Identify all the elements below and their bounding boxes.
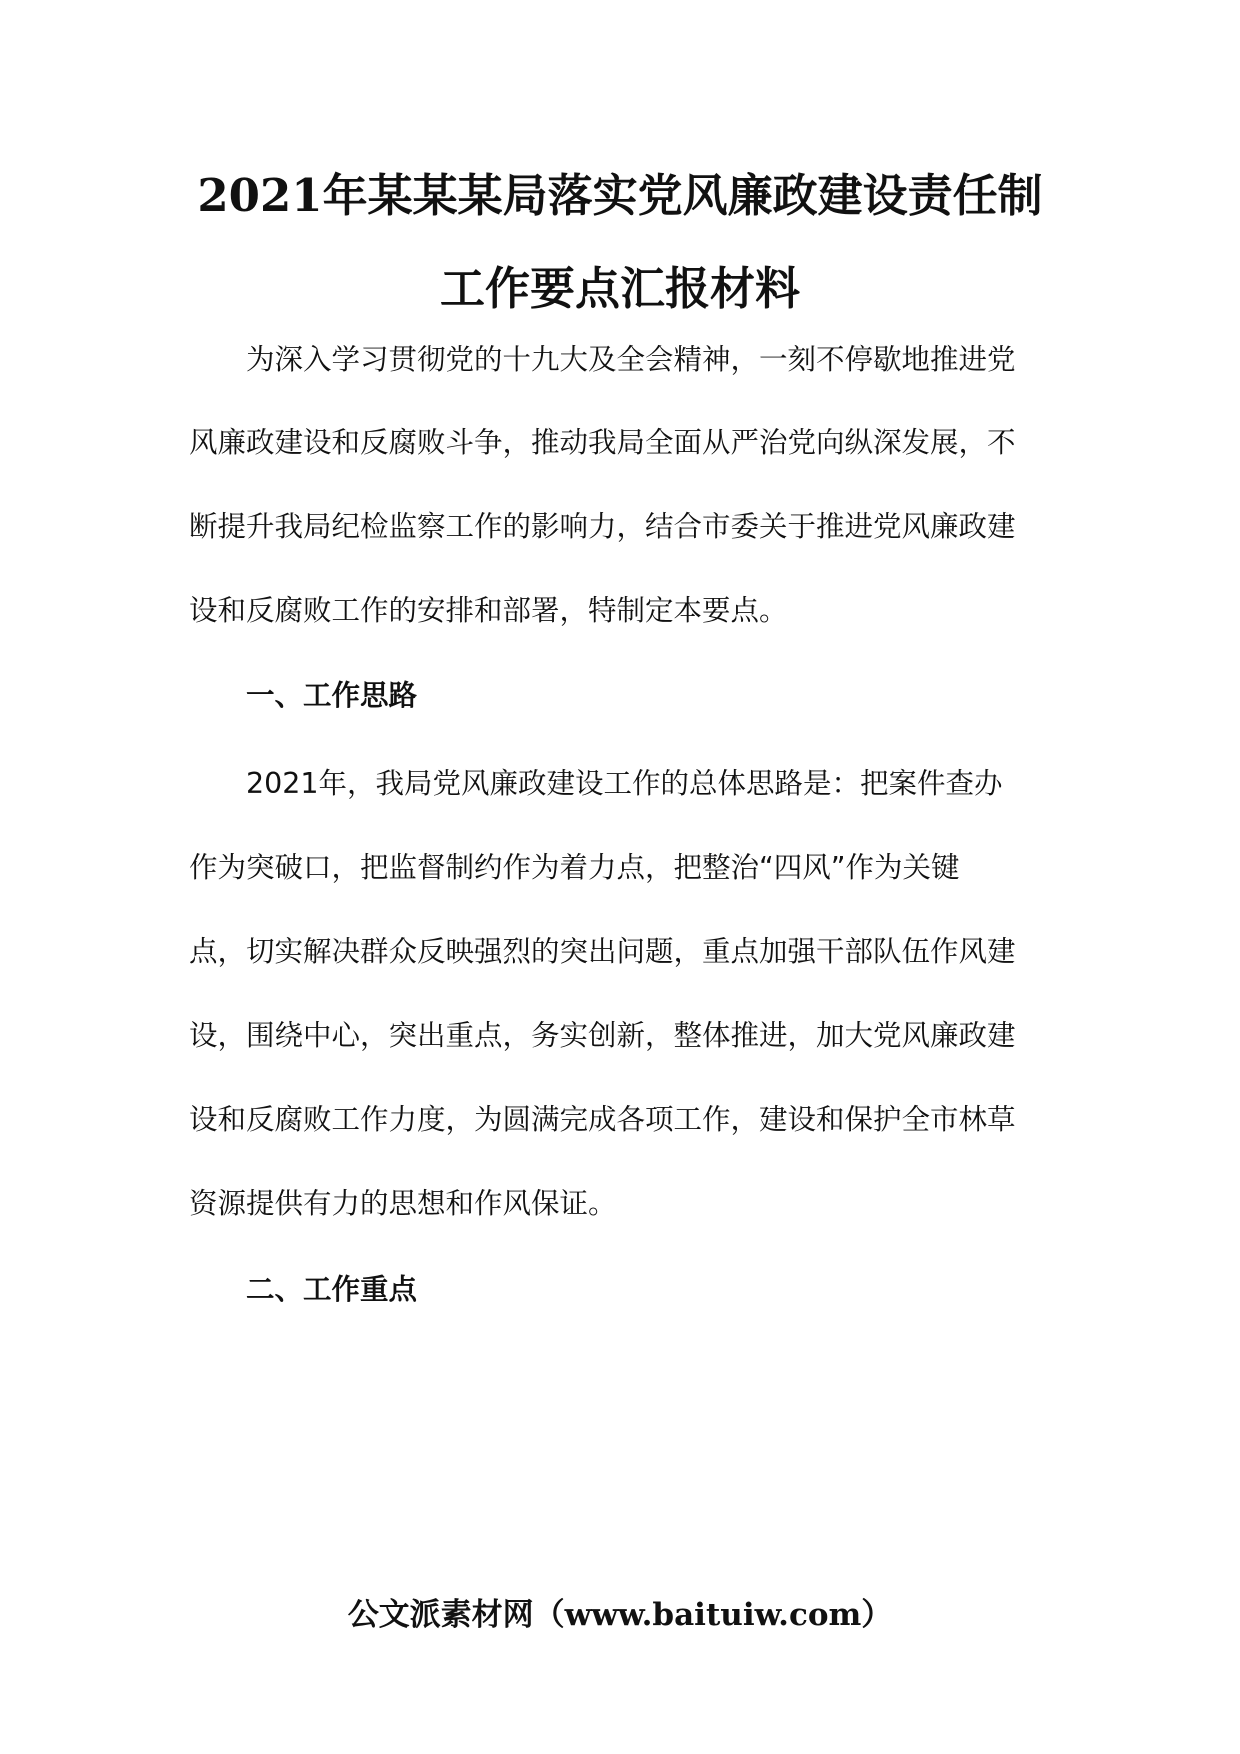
intro-line-1: 为深入学习贯彻党的十九大及全会精神，一刻不停歇地推进党 — [246, 343, 1016, 376]
section1-line-1: 2021年，我局党风廉政建设工作的总体思路是：把案件查办 — [246, 767, 1003, 800]
section1-line-3: 点，切实解决群众反映强烈的突出问题，重点加强干部队伍作风建 — [189, 935, 1016, 968]
section1-line-4: 设，围绕中心，突出重点，务实创新，整体推进，加大党风廉政建 — [189, 1019, 1016, 1052]
intro-line-2: 风廉政建设和反腐败斗争，推动我局全面从严治党向纵深发展，不 — [189, 426, 1016, 459]
document-title-line-1: 2021年某某某局落实党风廉政建设责任制 — [197, 169, 1043, 222]
section1-line-6: 资源提供有力的思想和作风保证。 — [189, 1187, 617, 1220]
intro-line-4: 设和反腐败工作的安排和部署，特制定本要点。 — [189, 594, 788, 627]
document-title-line-2: 工作要点汇报材料 — [439, 262, 800, 315]
section-heading-2: 二、工作重点 — [246, 1273, 418, 1306]
section1-line-5: 设和反腐败工作力度，为圆满完成各项工作，建设和保护全市林草 — [189, 1103, 1016, 1136]
intro-line-3: 断提升我局纪检监察工作的影响力，结合市委关于推进党风廉政建 — [189, 510, 1016, 543]
footer-watermark: 公文派素材网（www.baituiw.com） — [347, 1597, 893, 1633]
section1-line-2: 作为突破口，把监督制约作为着力点，把整治“四风”作为关键 — [189, 851, 960, 884]
section-heading-1: 一、工作思路 — [246, 679, 418, 712]
